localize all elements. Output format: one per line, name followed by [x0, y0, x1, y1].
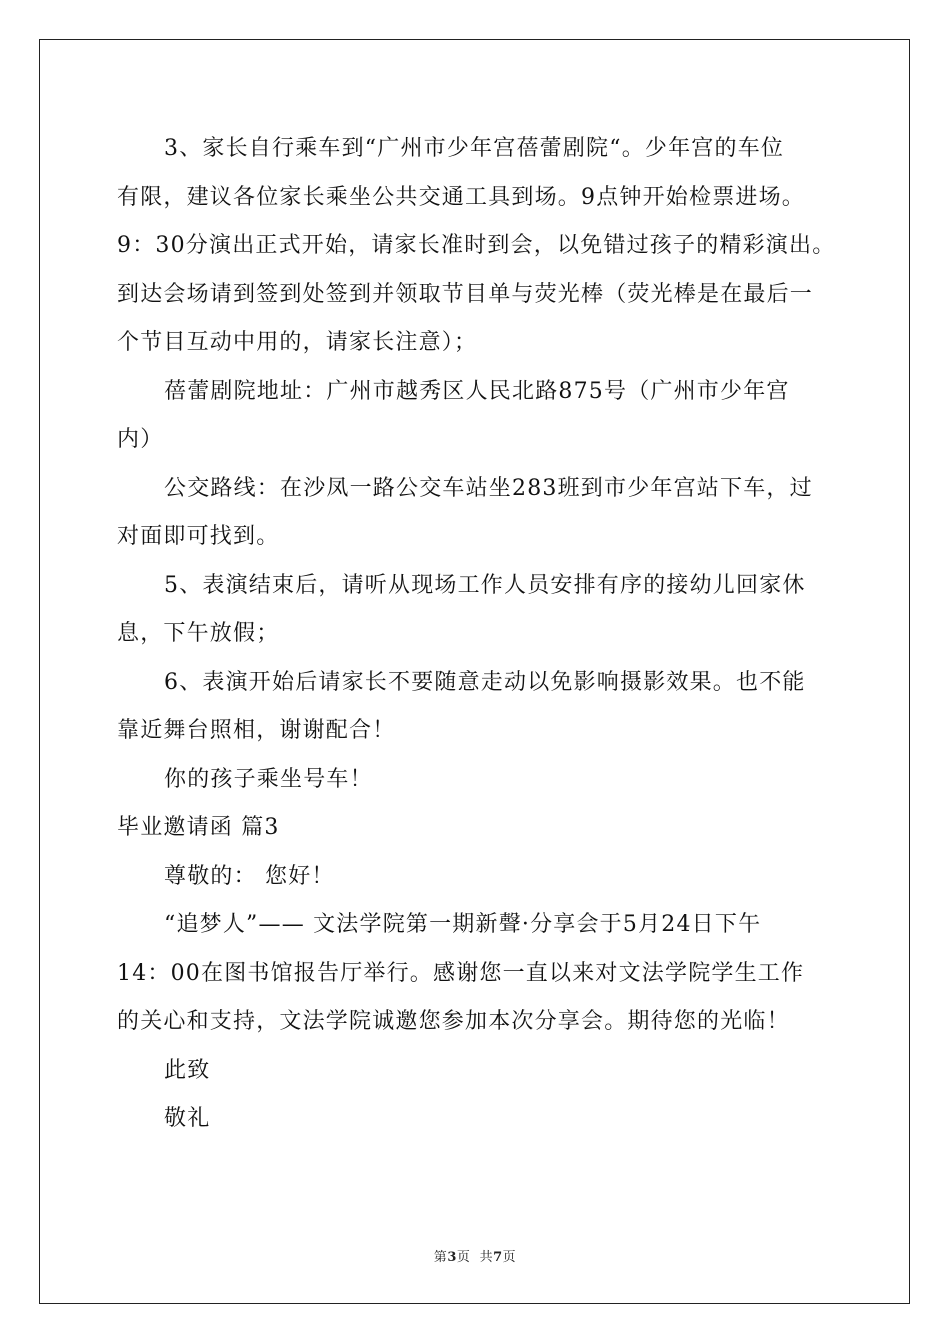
text-line: 6、表演开始后请家长不要随意走动以免影响摄影效果。也不能	[164, 669, 806, 695]
paragraph-photography-notice	[117, 659, 847, 756]
paragraph-bus-number	[117, 756, 847, 805]
paragraph-closing-2	[117, 1095, 847, 1144]
text-line: 蓓蕾剧院地址：广州市越秀区人民北路875号（广州市少年宫	[164, 378, 790, 404]
text-line: 有限，建议各位家长乘坐公共交通工具到场。9点钟开始检票进场。	[117, 184, 805, 210]
text-line: 9：30分演出正式开始，请家长准时到会，以免错过孩子的精彩演出。	[117, 233, 836, 258]
page-current-number: 3	[447, 1250, 457, 1265]
paragraph-invitation	[117, 901, 847, 1047]
text-line: 的关心和支持，文法学院诚邀您参加本次分享会。期待您的光临！	[117, 1009, 790, 1034]
page-footer	[0, 1246, 950, 1265]
text-line: 你的孩子乘坐号车！	[164, 766, 373, 792]
page-total-number: 7	[493, 1250, 503, 1265]
text-line: “追梦人”—— 文法学院第一期新聲·分享会于5月24日下午	[164, 912, 762, 937]
paragraph-bus-route	[117, 465, 847, 562]
page-label-mid: 页 共	[456, 1250, 494, 1265]
text-line: 靠近舞台照相，谢谢配合！	[117, 718, 396, 743]
text-line: 敬礼	[164, 1106, 211, 1131]
paragraph-theater-address	[117, 368, 847, 465]
text-line: 个节目互动中用的，请家长注意）；	[117, 330, 478, 355]
text-line: 到达会场请到签到处签到并领取节目单与荧光棒（荧光棒是在最后一	[117, 281, 814, 307]
text-line: 此致	[164, 1057, 211, 1083]
paragraph-greeting	[117, 853, 847, 902]
section-heading: 毕业邀请函 篇3	[117, 815, 280, 840]
text-line: 5、表演结束后，请听从现场工作人员安排有序的接幼儿回家休	[164, 572, 806, 598]
text-line: 14：00在图书馆报告厅举行。感谢您一直以来对文法学院学生工作	[117, 960, 805, 986]
paragraph-travel-instructions	[117, 125, 847, 368]
text-line: 尊敬的： 您好！	[164, 863, 335, 889]
text-line: 公交路线：在沙凤一路公交车站坐283班到市少年宫站下车，过	[164, 475, 813, 501]
text-line: 息，下午放假；	[117, 621, 280, 646]
page-label-suffix: 页	[502, 1250, 517, 1265]
text-line: 3、家长自行乘车到“广州市少年宫蓓蕾剧院“。少年宫的车位	[164, 136, 785, 161]
paragraph-after-show	[117, 562, 847, 659]
document-body	[117, 125, 847, 1144]
text-line: 对面即可找到。	[117, 524, 280, 549]
paragraph-closing-1	[117, 1047, 847, 1096]
page-label-prefix: 第	[433, 1250, 448, 1265]
text-line: 内）	[117, 427, 164, 452]
